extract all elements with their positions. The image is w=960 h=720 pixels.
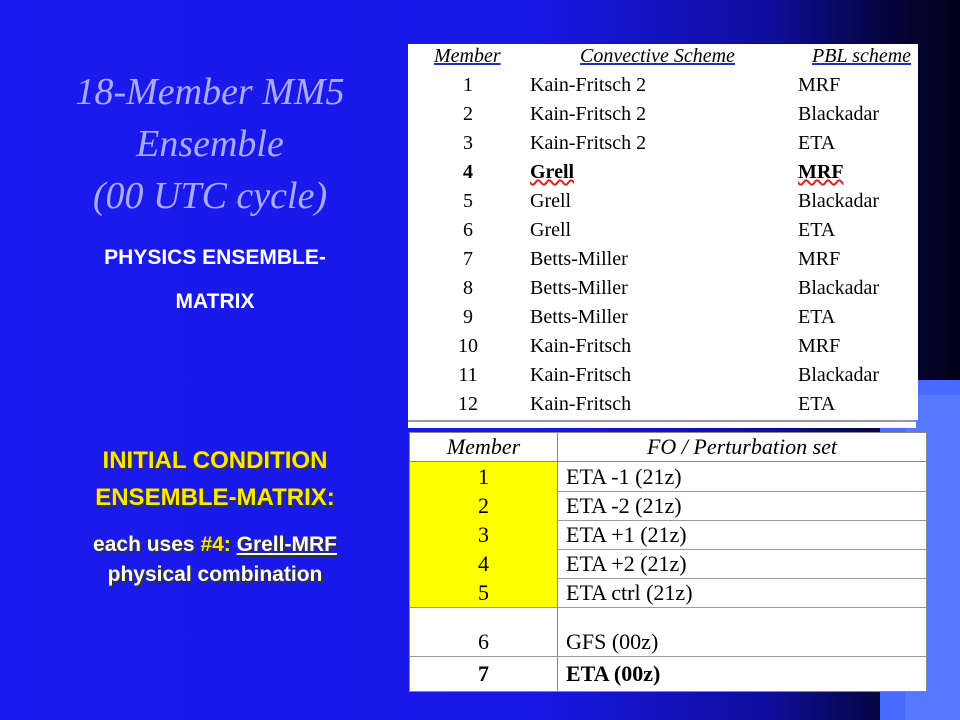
physics-row	[408, 277, 918, 306]
physics-cell-member: 12	[458, 393, 478, 415]
ic-cell-set: GFS (00z)	[566, 629, 659, 654]
ic-cell-set: ETA -2 (21z)	[566, 493, 682, 518]
ic-row	[410, 659, 926, 688]
ic-caption-combo: Grell-MRF	[236, 533, 337, 556]
physics-cell-member: 1	[463, 74, 473, 96]
physics-cell-convective: Grell	[530, 190, 572, 212]
physics-caption-line1: PHYSICS ENSEMBLE-	[104, 246, 326, 269]
ic-caption-line1: INITIAL CONDITION	[102, 447, 328, 474]
physics-cell-convective: Betts-Miller	[530, 248, 628, 270]
physics-cell-pbl: Blackadar	[798, 364, 880, 386]
ic-cell-member: 6	[478, 629, 489, 654]
physics-cell-pbl: MRF	[798, 74, 841, 96]
physics-row	[408, 306, 918, 335]
physics-cell-pbl: MRF	[798, 335, 841, 357]
physics-cell-convective: Betts-Miller	[530, 277, 628, 299]
physics-cell-pbl: ETA	[798, 132, 836, 154]
ic-row	[410, 578, 926, 608]
ic-cell-set: ETA ctrl (21z)	[566, 580, 693, 605]
ic-ensemble-table	[409, 432, 927, 692]
ic-cell-member: 7	[478, 661, 489, 686]
physics-cell-convective: Kain-Fritsch 2	[530, 74, 647, 96]
physics-cell-convective: Kain-Fritsch	[530, 335, 632, 357]
physics-header-pbl: PBL scheme	[812, 45, 912, 67]
ic-row	[410, 549, 926, 579]
physics-cell-convective: Grell	[530, 219, 572, 241]
ic-cell-set: ETA (00z)	[566, 661, 661, 686]
physics-header-convective: Convective Scheme	[580, 45, 735, 67]
physics-row	[408, 103, 918, 132]
ic-header-set: FO / Perturbation set	[558, 433, 926, 462]
ic-row	[410, 627, 926, 657]
physics-cell-member: 9	[463, 306, 473, 328]
physics-row	[408, 190, 918, 219]
physics-cell-member: 8	[463, 277, 473, 299]
physics-cell-convective: Kain-Fritsch	[530, 393, 632, 415]
physics-cell-pbl: Blackadar	[798, 103, 880, 125]
ic-cell-member: 4	[410, 549, 557, 578]
physics-cell-convective: Kain-Fritsch 2	[530, 103, 647, 125]
physics-cell-member: 3	[463, 132, 473, 154]
ic-row	[410, 491, 926, 521]
ic-caption-line4: physical combination	[107, 563, 323, 586]
physics-cell-member: 2	[463, 103, 473, 125]
physics-row	[408, 364, 918, 393]
slide-title-line3: (00 UTC cycle)	[92, 175, 328, 217]
physics-row-highlighted	[408, 161, 918, 190]
physics-row	[408, 132, 918, 161]
physics-cell-convective: Kain-Fritsch	[530, 364, 632, 386]
ic-cell-member: 2	[410, 491, 557, 520]
ic-cell-set: ETA -1 (21z)	[566, 464, 682, 489]
physics-cell-member: 4	[463, 161, 473, 183]
physics-cell-pbl: Blackadar	[798, 277, 880, 299]
physics-cell-member: 5	[463, 190, 473, 212]
slide-title-line2: Ensemble	[136, 123, 284, 165]
ic-caption-colon: :	[223, 533, 237, 556]
ic-caption-line2: ENSEMBLE-MATRIX:	[95, 484, 335, 511]
physics-cell-pbl: MRF	[798, 161, 844, 183]
ic-cell-member: 5	[410, 578, 557, 607]
ic-cell-member: 3	[410, 520, 557, 549]
physics-cell-pbl: ETA	[798, 219, 836, 241]
physics-cell-pbl: Blackadar	[798, 190, 880, 212]
physics-row	[408, 74, 918, 103]
physics-cell-pbl: MRF	[798, 248, 841, 270]
physics-cell-member: 7	[463, 248, 473, 270]
physics-table-footer	[408, 420, 916, 428]
ic-row	[410, 462, 926, 492]
physics-row	[408, 219, 918, 248]
physics-cell-member: 11	[458, 364, 478, 386]
ic-cell-set: ETA +2 (21z)	[566, 551, 687, 576]
physics-cell-pbl: ETA	[798, 306, 836, 328]
physics-cell-convective: Kain-Fritsch 2	[530, 132, 647, 154]
ic-row	[410, 520, 926, 550]
physics-cell-convective: Grell	[530, 161, 575, 183]
physics-caption-line2: MATRIX	[175, 290, 255, 313]
ic-caption-line3	[20, 533, 410, 557]
physics-cell-pbl: ETA	[798, 393, 836, 415]
physics-header-member: Member	[434, 45, 501, 67]
ic-header-member: Member	[410, 433, 557, 462]
ic-cell-set: ETA +1 (21z)	[566, 522, 687, 547]
physics-cell-member: 6	[463, 219, 473, 241]
physics-cell-convective: Betts-Miller	[530, 306, 628, 328]
slide-title-line1: 18-Member MM5	[75, 71, 345, 113]
ic-caption-member: #4	[200, 533, 224, 556]
physics-row	[408, 335, 918, 364]
ic-caption-prefix: each uses	[93, 533, 201, 556]
physics-cell-member: 10	[458, 335, 478, 357]
ic-cell-member: 1	[410, 462, 557, 491]
physics-row	[408, 393, 918, 422]
physics-row	[408, 248, 918, 277]
physics-ensemble-table	[408, 44, 918, 420]
